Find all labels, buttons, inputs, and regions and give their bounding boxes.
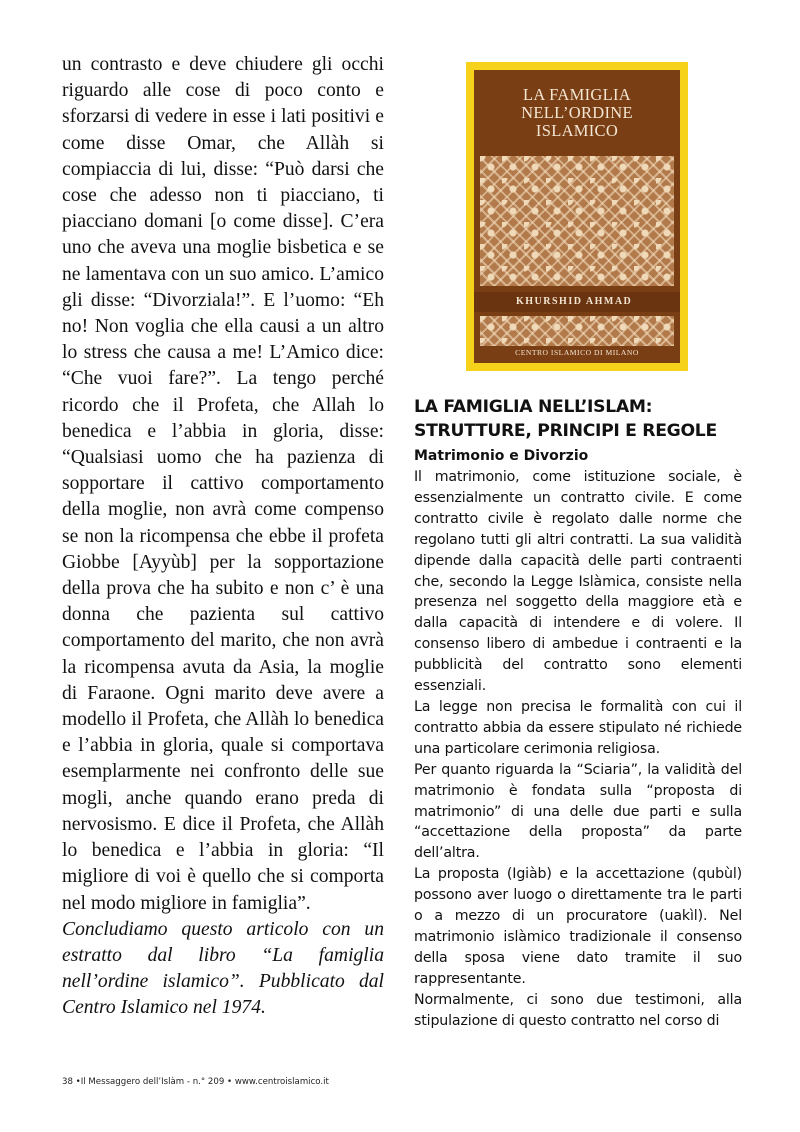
book-title-line-1: LA FAMIGLIA <box>523 85 631 104</box>
left-italic-paragraph: Concludiamo questo articolo con un estratto dal libro “La famiglia nell’ordine islamico”. Pubblicato dal Centro Islamico nel 1974. <box>62 918 384 1019</box>
right-column <box>414 467 742 1031</box>
book-cover <box>466 62 688 371</box>
article-title-line-1: LA FAMIGLIA NELL’ISLAM: <box>414 397 653 417</box>
article-paragraph-5: Normalmente, ci sono due testimoni, alla stipulazione di questo contratto nel corso di <box>414 991 742 1029</box>
article-paragraph-4: La proposta (Igiàb) e la accettazione (qubùl) possono aver luogo o direttamente tra le parti o a mezzo di un procuratore (uakìl). Nel matrimonio islàmico tradizionale il consenso della sposa viene dato tramite il suo rappresentante. <box>414 866 742 987</box>
article-paragraph-3: Per quanto riguarda la “Sciaria”, la validità del matrimonio è fondata sulla “proposta di matrimonio” di una delle due parti e sulla “accettazione della proposta” da parte dell’altra. <box>414 761 742 862</box>
left-paragraph: un contrasto e deve chiudere gli occhi riguardo alle cose di poco conto e sforzarsi di vedere in esse i lati positivi e come disse Omar, che Allàh si compiaccia di lui, disse: “Può darsi che cose che adesso non ti piacciano, ti piacciano domani [o come disse]. C’era uno che aveva una moglie bisbetica e se ne lamentava con un suo amico. L’amico gli disse: “Divorziala!”. E l’uomo: “Eh no! Non voglia che ella causi a un altro lo stress che causa a me! L’Amico dice: “Che vuoi fare?”. La tengo perché ricordo che il Profeta, che Allah lo benedica e l’abbia in gloria, disse: “Qualsiasi uomo che ha pazienza di sopportare il cattivo comportamento della moglie, non avrà come compenso se non la ricompensa che ebbe il profeta Giobbe [Ayyùb] per la sopportazione della prova che ha subito e non c’ è una donna che pazienta sul cattivo comportamento del marito, che non avrà la ricompensa avuta da Asia, la moglie di Faraone. Ogni marito deve avere a modello il Profeta, che Allàh lo benedica e l’abbia in gloria, quale si comportava esemplarmente nei confronto delle sue mogli, anche quando erano preda di nervosismo. E dice il Profeta, che Allàh lo benedica e l’abbia in gloria: “Il migliore di voi è quello che si comporta nel modo migliore in famiglia”. <box>62 54 384 914</box>
book-author: KHURSHID AHMAD <box>474 292 680 312</box>
article-title <box>414 395 754 443</box>
article-title-line-2: STRUTTURE, PRINCIPI E REGOLE <box>414 421 717 441</box>
page-footer: 38 •Il Messaggero dell’Islàm - n.° 209 • www.centroislamico.it <box>62 1077 329 1087</box>
book-cover-pattern-bottom <box>480 316 674 346</box>
book-title-line-2: NELL’ORDINE <box>521 103 633 122</box>
article-paragraph-2: La legge non precisa le formalità con cui il contratto abbia da essere stipulato né richiede una particolare cerimonia religiosa. <box>414 698 742 757</box>
article-paragraph-1: Il matrimonio, come istituzione sociale, è essenzialmente un contratto civile. E come contratto civile è regolato dalle norme che regolano tutti gli altri contratti. La sua validità dipende dalla capacità delle parti contraenti che, secondo la Legge Islàmica, consiste nella presenza nel soggetto della maggiore età e dalla capacità di intendere e di volere. Il consenso libero di ambedue i contraenti e la pubblicità del contratto sono elementi essenziali. <box>414 469 742 695</box>
left-column <box>62 52 384 1022</box>
book-cover-inner <box>474 70 680 363</box>
book-publisher: CENTRO ISLAMICO DI MILANO <box>515 348 639 357</box>
section-heading: Matrimonio e Divorzio <box>414 448 589 464</box>
book-cover-pattern-top <box>480 156 674 286</box>
book-cover-title <box>474 86 680 140</box>
book-title-line-3: ISLAMICO <box>535 121 619 140</box>
